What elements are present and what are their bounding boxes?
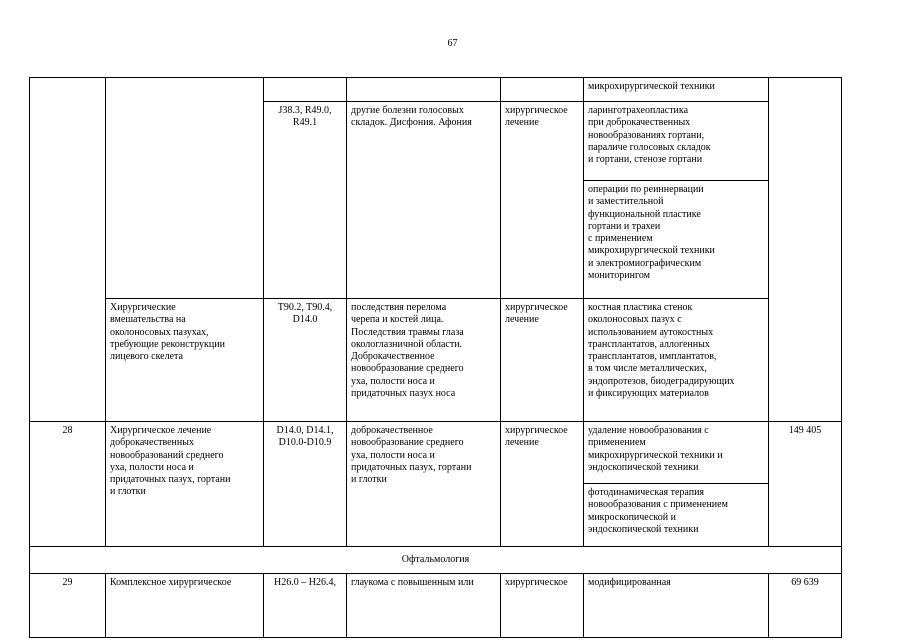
model-cell (347, 574, 501, 638)
treatment-type-cell (501, 102, 584, 299)
treatment-type-text: хирургическое лечение (505, 105, 568, 129)
codes-cell (264, 102, 347, 299)
treatment-type-text: хирургическое лечение (505, 425, 568, 449)
method-cell (584, 181, 769, 299)
row-number-text: 28 (62, 425, 73, 436)
number-cell (30, 422, 106, 547)
patient-model-text: глаукома с повышенным или (351, 577, 474, 588)
treatment-type-text: хирургическое лечение (505, 302, 568, 326)
cost-text: 149 405 (788, 425, 822, 436)
model-cell (347, 299, 501, 422)
icd-codes-text: H26.0 – H26.4, (274, 577, 336, 588)
treatment-type-text: хирургическое (505, 577, 568, 588)
codes-cell (264, 299, 347, 422)
name-cell (106, 574, 264, 638)
method-text: удаление новообразования с применением микрохирургической техники и эндоскопической техники (588, 425, 723, 473)
patient-model-text: доброкачественное новообразование среднего уха, полости носа и придаточных пазух, гортани и глотки (351, 425, 472, 486)
method-text: костная пластика стенок околоносовых пазух с использованием аутокостных трансплантатов, аллогенных трансплантатов, имплантатов, в том числе металлических, эндопротезов, биодеградирующих и фиксирующих материалов (588, 302, 735, 400)
cost-cell (769, 78, 842, 422)
model-cell (347, 102, 501, 299)
section-row (30, 547, 842, 574)
table-row (30, 78, 842, 102)
codes-cell (264, 78, 347, 102)
cost-cell (769, 422, 842, 547)
patient-model-text: последствия перелома черепа и костей лица. Последствия травмы глаза окологлазничной области. Доброкачественное новообразование среднего уха, полости носа и придаточных пазух носа (351, 302, 464, 400)
codes-cell (264, 574, 347, 638)
method-cell (584, 102, 769, 181)
name-cell (106, 422, 264, 547)
cost-cell (769, 574, 842, 638)
row-number-text: 29 (62, 577, 73, 588)
icd-codes-text: T90.2, T90.4, D14.0 (277, 302, 333, 326)
intervention-name-text: Комплексное хирургическое (110, 577, 232, 588)
method-cell (584, 574, 769, 638)
treatment-type-cell (501, 422, 584, 547)
treatment-type-cell (501, 78, 584, 102)
table-row (30, 574, 842, 638)
method-text: фотодинамическая терапия новообразования с применением микроскопической и эндоскопической техники (588, 487, 728, 535)
number-cell (30, 574, 106, 638)
table-row (30, 422, 842, 484)
model-cell (347, 78, 501, 102)
icd-codes-text: D14.0, D14.1, D10.0-D10.9 (276, 425, 334, 449)
name-cell (106, 299, 264, 422)
treatment-type-cell (501, 299, 584, 422)
page-number: 67 (447, 38, 458, 49)
medical-care-table (29, 77, 842, 638)
section-title-text: Офтальмология (401, 553, 470, 565)
method-text: микрохирургической техники (588, 81, 715, 92)
name-cell (106, 78, 264, 299)
intervention-name-text: Хирургические вмешательства на околоносовых пазухах, требующие реконструкции лицевого скелета (110, 302, 225, 363)
icd-codes-text: J38.3, R49.0, R49.1 (278, 105, 332, 129)
patient-model-text: другие болезни голосовых складок. Дисфония. Афония (351, 105, 472, 129)
table-row (30, 299, 842, 422)
method-text: модифицированная (588, 577, 671, 588)
treatment-type-cell (501, 574, 584, 638)
method-text: ларинготрахеопластика при доброкачественных новообразованиях гортани, параличе голосовых складок и гортани, стенозе гортани (588, 105, 711, 166)
codes-cell (264, 422, 347, 547)
method-cell (584, 78, 769, 102)
method-cell (584, 484, 769, 547)
method-text: операции по реиннервации и заместительной функциональной пластике гортани и трахеи с применением микрохирургической техники и электромиографическим мониторингом (588, 184, 715, 282)
method-cell (584, 299, 769, 422)
model-cell (347, 422, 501, 547)
number-cell (30, 78, 106, 422)
method-cell (584, 422, 769, 484)
cost-text: 69 639 (791, 577, 819, 588)
section-title (30, 547, 842, 574)
intervention-name-text: Хирургическое лечение доброкачественных новообразований среднего уха, полости носа и придаточных пазух, гортани и глотки (110, 425, 231, 498)
